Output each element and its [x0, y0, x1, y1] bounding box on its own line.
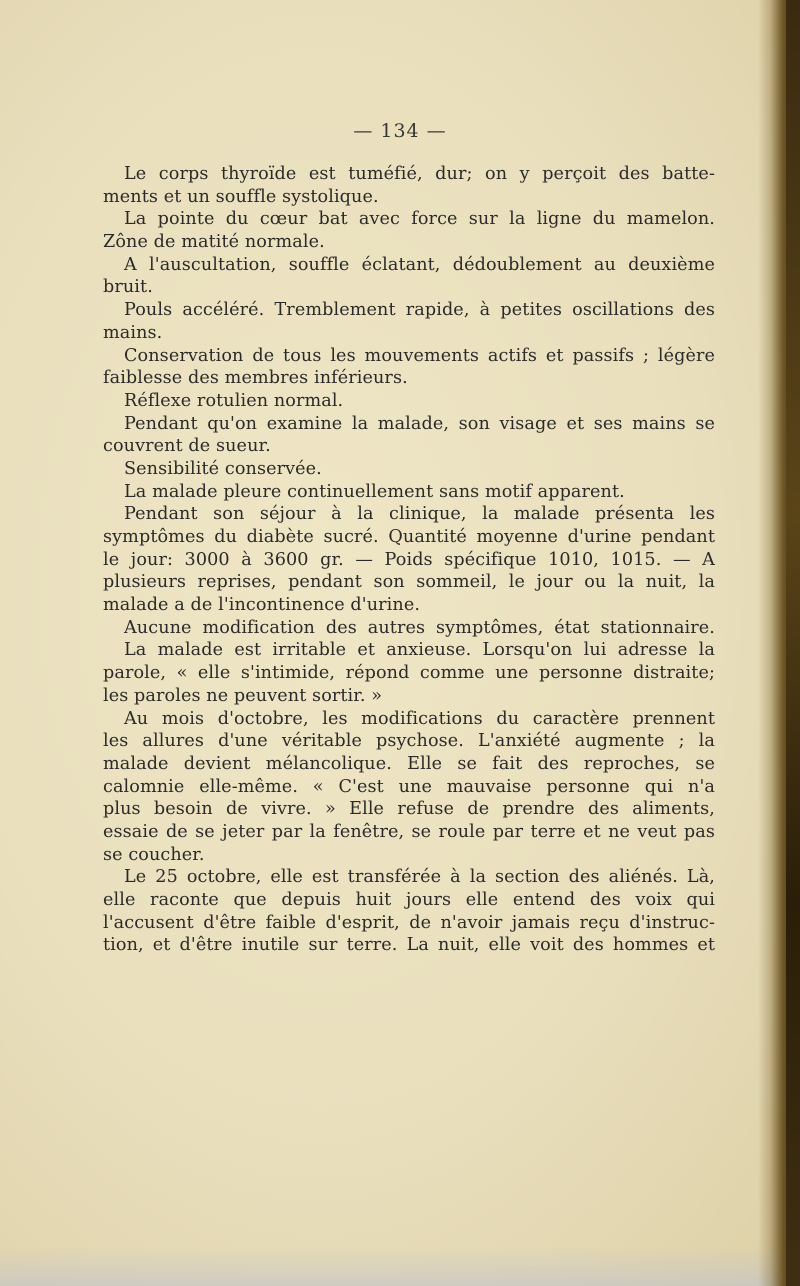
text-line: parole, « elle s'intimide, répond comme une personne distraite; [103, 663, 715, 684]
text-line: les allures d'une véritable psychose. L'anxiété augmente ; la [103, 731, 715, 752]
text-line: plus besoin de vivre. » Elle refuse de prendre des aliments, [103, 799, 715, 820]
body-text [103, 163, 715, 957]
text-line: les paroles ne peuvent sortir. » [103, 685, 383, 706]
text-line: A l'auscultation, souffle éclatant, dédoublement au deuxième [124, 254, 715, 275]
text-line: Réflexe rotulien normal. [124, 390, 344, 411]
text-line: malade a de l'incontinence d'urine. [103, 595, 421, 616]
text-line: l'accusent d'être faible d'esprit, de n'avoir jamais reçu d'instruc- [103, 912, 715, 933]
text-line: le jour: 3000 à 3600 gr. — Poids spécifique 1010, 1015. — A [103, 549, 715, 570]
page-number: — 134 — [353, 120, 447, 142]
text-line: elle raconte que depuis huit jours elle entend des voix qui [103, 890, 715, 910]
text-line: Aucune modification des autres symptômes, état stationnaire. [124, 617, 715, 638]
text-line: Le 25 octobre, elle est transférée à la section des aliénés. Là, [124, 867, 715, 888]
page-bottom-shadow [0, 1246, 800, 1286]
text-line: malade devient mélancolique. Elle se fait des reproches, se [103, 753, 715, 774]
text-line: Zône de matité normale. [103, 232, 325, 253]
text-line: Pendant son séjour à la clinique, la malade présenta les [124, 504, 715, 525]
text-line: ments et un souffle systolique. [103, 186, 379, 207]
text-line: La malade pleure continuellement sans motif apparent. [124, 481, 625, 502]
text-line: essaie de se jeter par la fenêtre, se roule par terre et ne veut pas [103, 821, 715, 842]
text-line: plusieurs reprises, pendant son sommeil, le jour ou la nuit, la [103, 572, 715, 593]
text-line: bruit. [103, 277, 153, 298]
text-line: calomnie elle-même. « C'est une mauvaise personne qui n'a [103, 776, 715, 797]
text-line: Conservation de tous les mouvements actifs et passifs ; légère [124, 345, 715, 366]
text-line: Pendant qu'on examine la malade, son visage et ses mains se [124, 413, 715, 434]
text-line: mains. [103, 322, 163, 343]
text-line: La malade est irritable et anxieuse. Lorsqu'on lui adresse la [124, 640, 715, 661]
text-line: se coucher. [103, 844, 205, 865]
text-line: La pointe du cœur bat avec force sur la ligne du mamelon. [124, 209, 715, 230]
text-line: Au mois d'octobre, les modifications du caractère prennent [124, 708, 715, 729]
text-line: tion, et d'être inutile sur terre. La nuit, elle voit des hommes et [103, 935, 715, 956]
text-line: symptômes du diabète sucré. Quantité moyenne d'urine pendant [103, 527, 715, 547]
text-line: Le corps thyroïde est tuméfié, dur; on y perçoit des batte- [124, 164, 715, 184]
text-line: faiblesse des membres inférieurs. [103, 368, 408, 389]
text-line: Sensibilité conservée. [124, 458, 322, 479]
book-spine-shadow [786, 0, 800, 1286]
text-line: Pouls accéléré. Tremblement rapide, à petites oscillations des [124, 300, 715, 321]
text-line: couvrent de sueur. [103, 436, 271, 457]
